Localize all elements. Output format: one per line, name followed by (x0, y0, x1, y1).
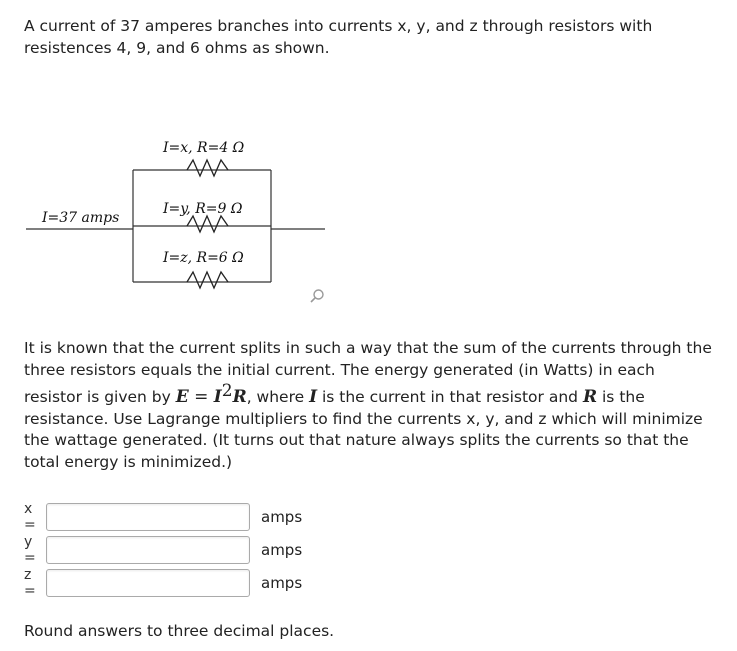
answer-input-y[interactable] (46, 536, 250, 564)
answer-input-x[interactable] (46, 503, 250, 531)
body-part4: is the resistance. Use Lagrange multipliers to find the currents x, y, and z which will minimize the wattage generated. (It turns out that nature always splits the currents so that the total energy is minimized.) (24, 388, 703, 471)
resistor-bot (187, 272, 228, 288)
branch-top-label: I=x, R=4 Ω (163, 140, 245, 156)
magnifier-icon[interactable] (309, 288, 325, 304)
resistor-top (187, 160, 228, 176)
problem-intro: A current of 37 amperes branches into currents x, y, and z through resistors with resistences 4, 9, and 6 ohms as shown. (24, 17, 653, 57)
answer-label-z: z = (24, 567, 36, 599)
answer-unit-x: amps (261, 508, 303, 526)
formula-current-symbol: I (213, 387, 222, 408)
answer-label-y: y = (24, 534, 36, 566)
answer-input-z[interactable] (46, 569, 250, 597)
problem-body (24, 338, 714, 473)
formula-energy-symbol: E (175, 387, 189, 408)
answer-row-x (24, 501, 302, 533)
answer-row-y (24, 534, 302, 566)
answer-label-x: x = (24, 501, 36, 533)
resistor-mid (187, 216, 228, 232)
formula-exponent: 2 (221, 381, 233, 401)
var-current-symbol: I (309, 387, 318, 408)
formula-resistance-symbol: R (232, 387, 247, 408)
body-part2: , where (246, 388, 310, 407)
formula-equals: = (188, 387, 214, 408)
var-resistance-symbol: R (582, 387, 598, 408)
body-part3: is the current in that resistor and (317, 388, 583, 407)
rounding-instruction: Round answers to three decimal places. (24, 622, 335, 640)
body-part1: It is known that the current splits in such a way that the sum of the currents through the three resistors equals the initial current. The energy generated (in Watts) in each resistor is given by (24, 339, 712, 407)
branch-mid-label: I=y, R=9 Ω (163, 201, 243, 217)
branch-bot-label: I=z, R=6 Ω (163, 250, 244, 266)
input-current-label: I=37 amps (42, 210, 120, 226)
answer-unit-z: amps (261, 574, 303, 592)
answer-unit-y: amps (261, 541, 303, 559)
answer-row-z (24, 567, 302, 599)
